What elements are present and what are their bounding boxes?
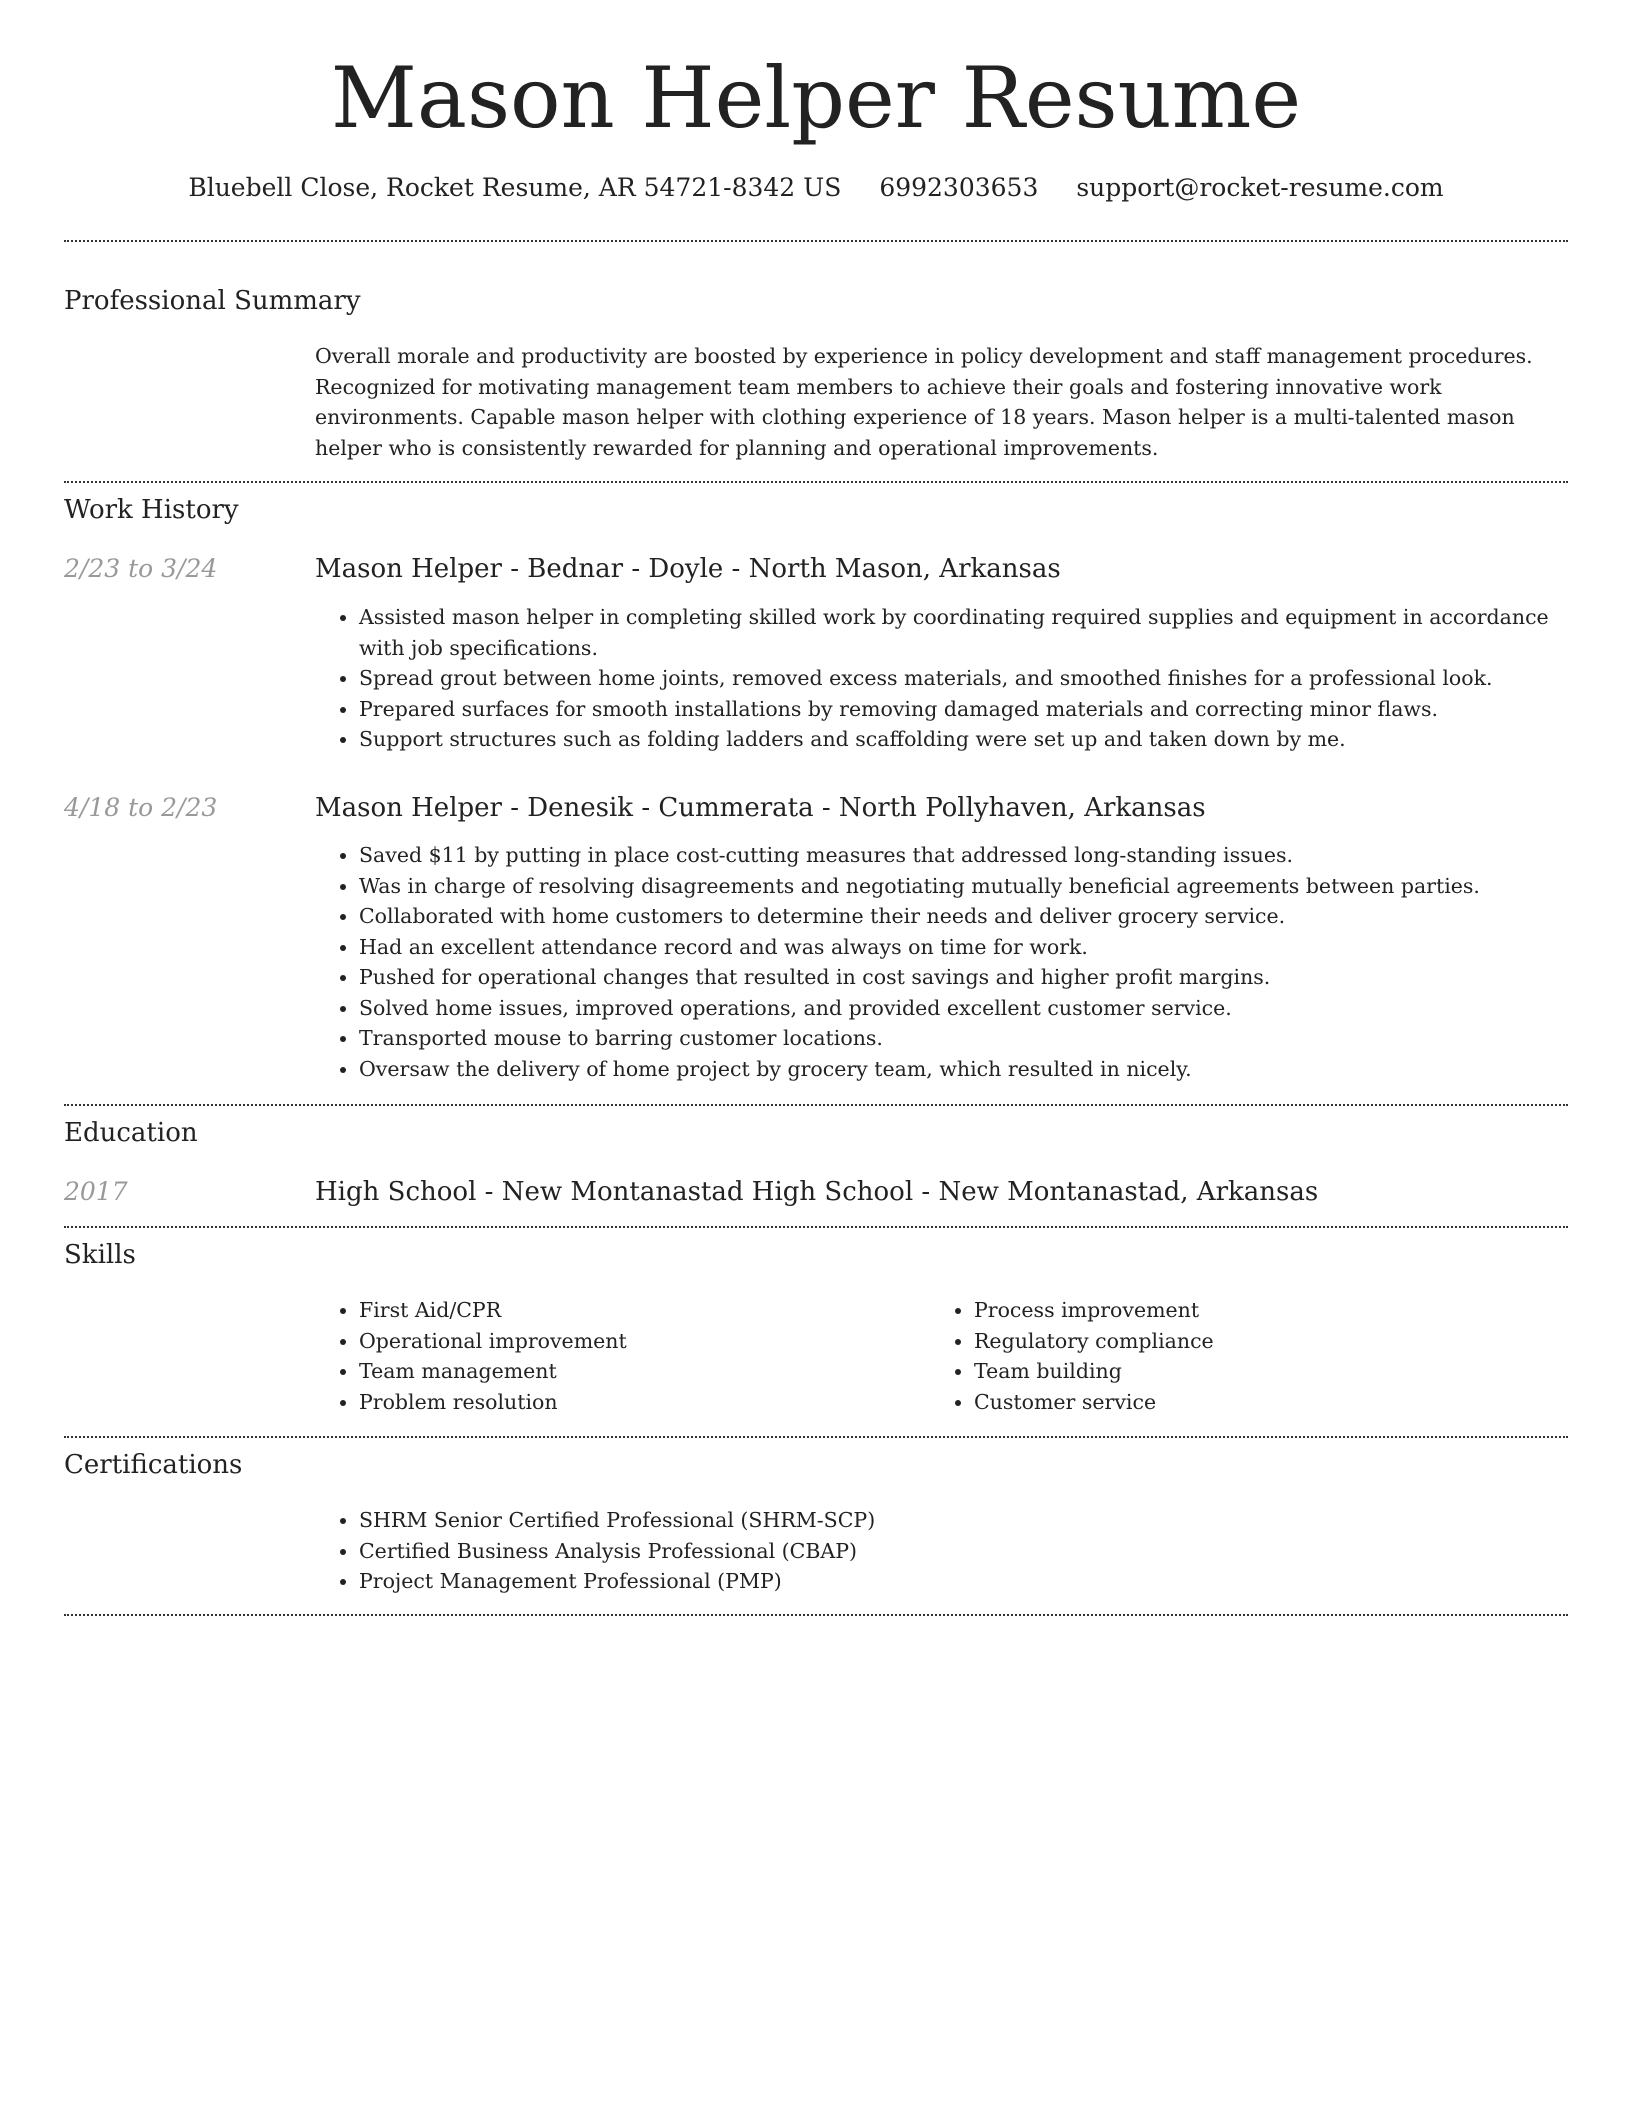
- skill-item: • Team building: [974, 1356, 1534, 1387]
- certification-item: • Certified Business Analysis Professional (CBAP): [359, 1536, 1569, 1567]
- job-title: Mason Helper - Bednar - Doyle - North Mason, Arkansas: [315, 554, 1061, 584]
- certification-item: • Project Management Professional (PMP): [359, 1566, 1569, 1597]
- divider: [64, 1436, 1568, 1438]
- skill-item: • Process improvement: [974, 1295, 1534, 1326]
- skills-list-left: [315, 1295, 919, 1417]
- certification-item: • SHRM Senior Certified Professional (SHRM-SCP): [359, 1505, 1569, 1536]
- job-bullets: [315, 602, 1569, 755]
- job-bullets: [315, 840, 1569, 1084]
- list-item: • Had an excellent attendance record and was always on time for work.: [359, 932, 1569, 963]
- list-item: • Prepared surfaces for smooth installations by removing damaged materials and correcting minor flaws.: [359, 694, 1569, 725]
- list-item: • Assisted mason helper in completing skilled work by coordinating required supplies and equipment in accordance with job specifications.: [359, 602, 1569, 663]
- section-title-skills: Skills: [64, 1240, 136, 1270]
- skill-item: • Operational improvement: [359, 1326, 919, 1357]
- skills-list-right: [930, 1295, 1534, 1417]
- education-title: High School - New Montanastad High School - New Montanastad, Arkansas: [315, 1177, 1319, 1207]
- email: support@rocket-resume.com: [1076, 173, 1444, 202]
- contact-line: [0, 168, 1632, 208]
- section-title-education: Education: [64, 1118, 198, 1148]
- list-item: • Collaborated with home customers to determine their needs and deliver grocery service.: [359, 901, 1569, 932]
- list-item: • Spread grout between home joints, removed excess materials, and smoothed finishes for a professional look.: [359, 663, 1569, 694]
- section-title-certifications: Certifications: [64, 1450, 243, 1480]
- list-item: • Support structures such as folding ladders and scaffolding were set up and taken down by me.: [359, 724, 1569, 755]
- list-item: • Transported mouse to barring customer locations.: [359, 1023, 1569, 1054]
- list-item: • Saved $11 by putting in place cost-cutting measures that addressed long-standing issues.: [359, 840, 1569, 871]
- divider: [64, 481, 1568, 483]
- job-title: Mason Helper - Denesik - Cummerata - North Pollyhaven, Arkansas: [315, 793, 1206, 823]
- skill-item: • Customer service: [974, 1387, 1534, 1418]
- divider: [64, 1226, 1568, 1228]
- address: Bluebell Close, Rocket Resume, AR 54721-8342 US: [188, 173, 842, 202]
- divider: [64, 1104, 1568, 1106]
- summary-text: Overall morale and productivity are boosted by experience in policy development and staff management procedures. Recognized for motivating management team members to achieve their goals and fostering innovative work environments. Capable mason helper with clothing experience of 18 years. Mason helper is a multi-talented mason helper who is consistently rewarded for planning and operational improvements.: [315, 344, 1533, 460]
- section-title-work-history: Work History: [64, 495, 239, 525]
- phone: 6992303653: [879, 173, 1039, 202]
- divider: [64, 1614, 1568, 1616]
- skill-item: • First Aid/CPR: [359, 1295, 919, 1326]
- skill-item: • Team management: [359, 1356, 919, 1387]
- job-dates: 4/18 to 2/23: [64, 793, 218, 822]
- list-item: • Oversaw the delivery of home project by grocery team, which resulted in nicely.: [359, 1054, 1569, 1085]
- certifications-list: [315, 1505, 1569, 1597]
- list-item: • Pushed for operational changes that resulted in cost savings and higher profit margins.: [359, 962, 1569, 993]
- list-item: • Solved home issues, improved operations, and provided excellent customer service.: [359, 993, 1569, 1024]
- education-year: 2017: [64, 1177, 128, 1206]
- skill-item: • Regulatory compliance: [974, 1326, 1534, 1357]
- job-dates: 2/23 to 3/24: [64, 554, 218, 583]
- section-title-summary: Professional Summary: [64, 286, 361, 316]
- resume-title: Mason Helper Resume: [330, 49, 1302, 147]
- list-item: • Was in charge of resolving disagreements and negotiating mutually beneficial agreements between parties.: [359, 871, 1569, 902]
- skill-item: • Problem resolution: [359, 1387, 919, 1418]
- divider: [64, 240, 1568, 242]
